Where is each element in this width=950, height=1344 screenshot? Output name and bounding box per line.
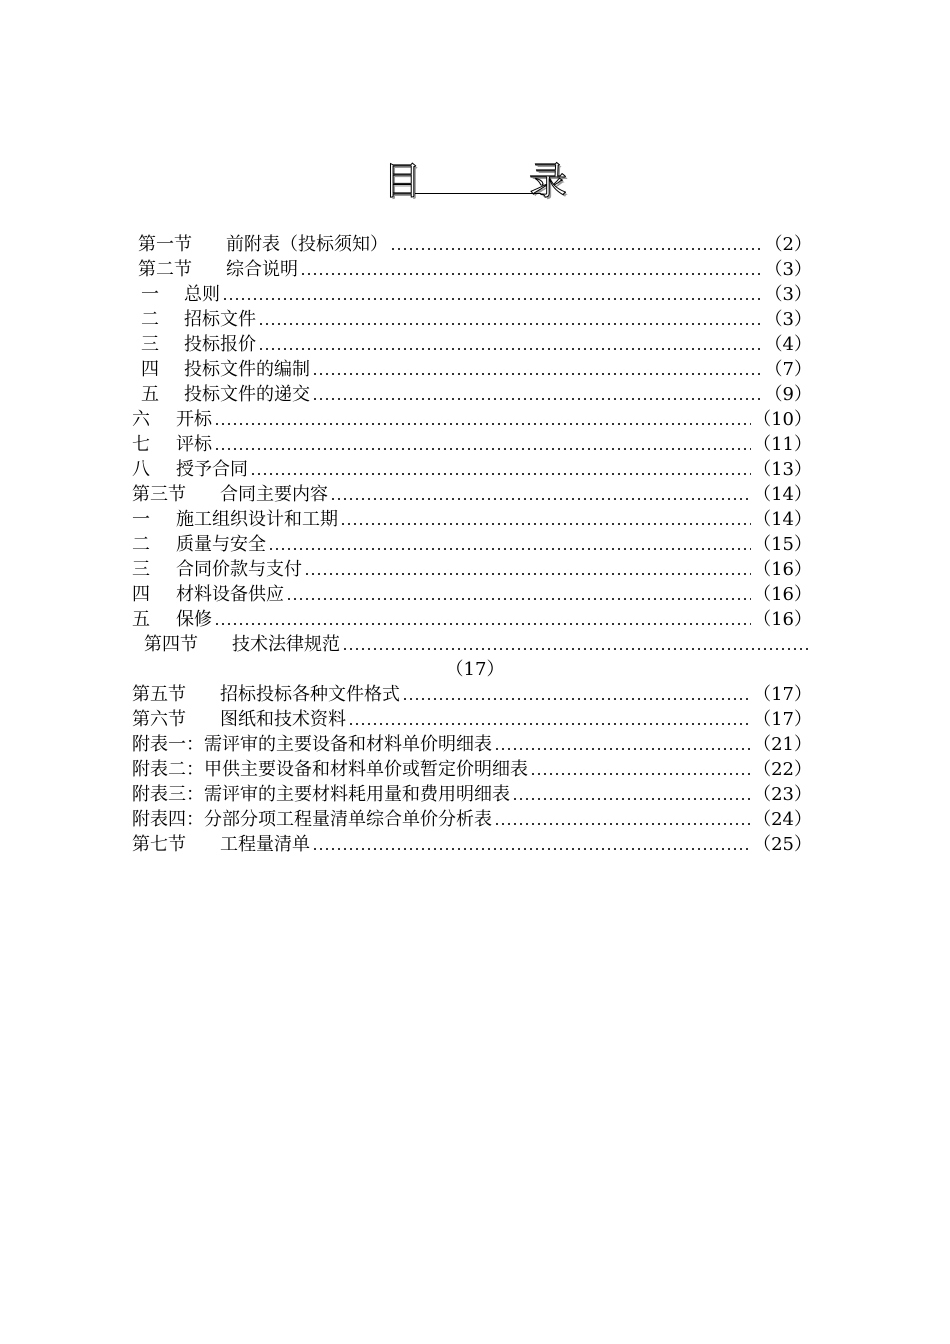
toc-label: 招标文件 — [184, 309, 256, 330]
toc-prefix: 七 — [132, 434, 150, 455]
toc-prefix: 第一节 — [138, 234, 192, 255]
dot-leader — [214, 608, 751, 632]
toc-label: 总则 — [184, 284, 220, 305]
toc-item-3-1[interactable] — [132, 508, 812, 532]
toc-prefix: 附表三： — [132, 784, 204, 805]
toc-page-number: （9） — [764, 384, 812, 405]
toc-prefix: 四 — [132, 584, 150, 605]
toc-page-number: （25） — [753, 834, 812, 855]
dot-leader — [390, 233, 763, 257]
toc-item-2-2[interactable] — [138, 308, 812, 332]
toc-prefix: 附表二： — [132, 759, 204, 780]
toc-label: 综合说明 — [226, 259, 298, 280]
toc-item-section-2[interactable] — [138, 258, 812, 282]
toc-page-number: （23） — [753, 784, 812, 805]
toc-label: 投标报价 — [184, 334, 256, 355]
toc-prefix: 第四节 — [144, 634, 198, 655]
toc-item-section-1[interactable] — [138, 233, 812, 257]
toc-page-number: （3） — [764, 309, 812, 330]
toc-prefix: 第三节 — [132, 484, 186, 505]
toc-prefix: 一 — [141, 284, 159, 305]
toc-prefix: 六 — [132, 409, 150, 430]
toc-prefix: 第五节 — [132, 684, 186, 705]
toc-label: 保修 — [176, 609, 212, 630]
dot-leader — [258, 308, 763, 332]
toc-page-number: （15） — [753, 534, 812, 555]
toc-label: 前附表（投标须知） — [226, 234, 388, 255]
toc-prefix: 附表四： — [132, 809, 204, 830]
toc-label: 开标 — [176, 409, 212, 430]
dot-leader — [258, 333, 763, 357]
dot-leader — [268, 533, 751, 557]
toc-item-section-7[interactable] — [132, 833, 812, 857]
dot-leader — [494, 733, 751, 757]
toc-page-number: （2） — [764, 234, 812, 255]
dot-leader — [214, 433, 751, 457]
toc-page-number: （13） — [753, 459, 812, 480]
dot-leader — [342, 633, 810, 657]
toc-item-3-5[interactable] — [132, 608, 812, 632]
toc-prefix: 三 — [132, 559, 150, 580]
toc-label: 投标文件的递交 — [184, 384, 310, 405]
toc-item-2-5[interactable] — [138, 383, 812, 407]
toc-page-number: （22） — [753, 759, 812, 780]
toc-item-appendix-4[interactable] — [132, 808, 812, 832]
toc-item-section-3[interactable] — [132, 483, 812, 507]
toc-prefix: 二 — [141, 309, 159, 330]
dot-leader — [312, 383, 763, 407]
toc-item-3-3[interactable] — [132, 558, 812, 582]
toc-item-2-1[interactable] — [138, 283, 812, 307]
dot-leader — [286, 583, 751, 607]
toc-item-appendix-3[interactable] — [132, 783, 812, 807]
dot-leader — [530, 758, 751, 782]
toc-page-number: （7） — [764, 359, 812, 380]
toc-prefix: 附表一： — [132, 734, 204, 755]
toc-item-2-8[interactable] — [132, 458, 812, 482]
toc-prefix: 五 — [141, 384, 159, 405]
toc-label: 合同价款与支付 — [176, 559, 302, 580]
toc-item-2-6[interactable] — [132, 408, 812, 432]
toc-prefix: 第六节 — [132, 709, 186, 730]
toc-item-appendix-1[interactable] — [132, 733, 812, 757]
dot-leader — [330, 483, 751, 507]
toc-label: 图纸和技术资料 — [220, 709, 346, 730]
toc-prefix: 第七节 — [132, 834, 186, 855]
toc-label: 甲供主要设备和材料单价或暂定价明细表 — [204, 759, 528, 780]
toc-page-number: （17） — [753, 684, 812, 705]
dot-leader — [512, 783, 751, 807]
dot-leader — [214, 408, 751, 432]
toc-page-number: （11） — [753, 434, 812, 455]
toc-prefix: 四 — [141, 359, 159, 380]
toc-page-number: （17） — [753, 709, 812, 730]
toc-label: 工程量清单 — [220, 834, 310, 855]
toc-label: 需评审的主要材料耗用量和费用明细表 — [204, 784, 510, 805]
toc-prefix: 五 — [132, 609, 150, 630]
dot-leader — [304, 558, 751, 582]
toc-prefix: 二 — [132, 534, 150, 555]
toc-page-number: （24） — [753, 809, 812, 830]
toc-page-number: （4） — [764, 334, 812, 355]
toc-page-number: （21） — [753, 734, 812, 755]
toc-item-section-4[interactable] — [144, 633, 812, 657]
toc-page-number: （10） — [753, 409, 812, 430]
toc-page-number: （14） — [753, 484, 812, 505]
toc-label: 技术法律规范 — [232, 634, 340, 655]
toc-prefix: 第二节 — [138, 259, 192, 280]
toc-item-2-7[interactable] — [132, 433, 812, 457]
toc-page-number: （3） — [764, 259, 812, 280]
dot-leader — [312, 833, 751, 857]
dot-leader — [300, 258, 763, 282]
toc-label: 合同主要内容 — [220, 484, 328, 505]
toc-item-3-2[interactable] — [132, 533, 812, 557]
toc-page-number: （14） — [753, 509, 812, 530]
toc-label: 质量与安全 — [176, 534, 266, 555]
toc-label: 评标 — [176, 434, 212, 455]
title-underline — [415, 193, 541, 194]
toc-label: 分部分项工程量清单综合单价分析表 — [204, 809, 492, 830]
toc-page-number: （16） — [753, 559, 812, 580]
dot-leader — [222, 283, 763, 307]
section-4-page-number: （17） — [445, 659, 505, 680]
toc-prefix: 三 — [141, 334, 159, 355]
toc-item-section-5[interactable] — [132, 683, 812, 707]
toc-item-3-4[interactable] — [132, 583, 812, 607]
dot-leader — [340, 508, 751, 532]
toc-label: 材料设备供应 — [176, 584, 284, 605]
toc-item-section-6[interactable] — [132, 708, 812, 732]
toc-item-appendix-2[interactable] — [132, 758, 812, 782]
dot-leader — [402, 683, 751, 707]
toc-prefix: 八 — [132, 459, 150, 480]
dot-leader — [348, 708, 751, 732]
toc-label: 招标投标各种文件格式 — [220, 684, 400, 705]
toc-prefix: 一 — [132, 509, 150, 530]
toc-label: 投标文件的编制 — [184, 359, 310, 380]
toc-item-2-3[interactable] — [138, 333, 812, 357]
dot-leader — [250, 458, 751, 482]
dot-leader — [312, 358, 763, 382]
toc-label: 施工组织设计和工期 — [176, 509, 338, 530]
toc-label: 需评审的主要设备和材料单价明细表 — [204, 734, 492, 755]
toc-label: 授予合同 — [176, 459, 248, 480]
dot-leader — [494, 808, 751, 832]
toc-page-number: （16） — [753, 609, 812, 630]
toc-item-2-4[interactable] — [138, 358, 812, 382]
toc-page-number: （16） — [753, 584, 812, 605]
toc-page-number: （3） — [764, 284, 812, 305]
page-title: 目 录 — [382, 159, 616, 203]
